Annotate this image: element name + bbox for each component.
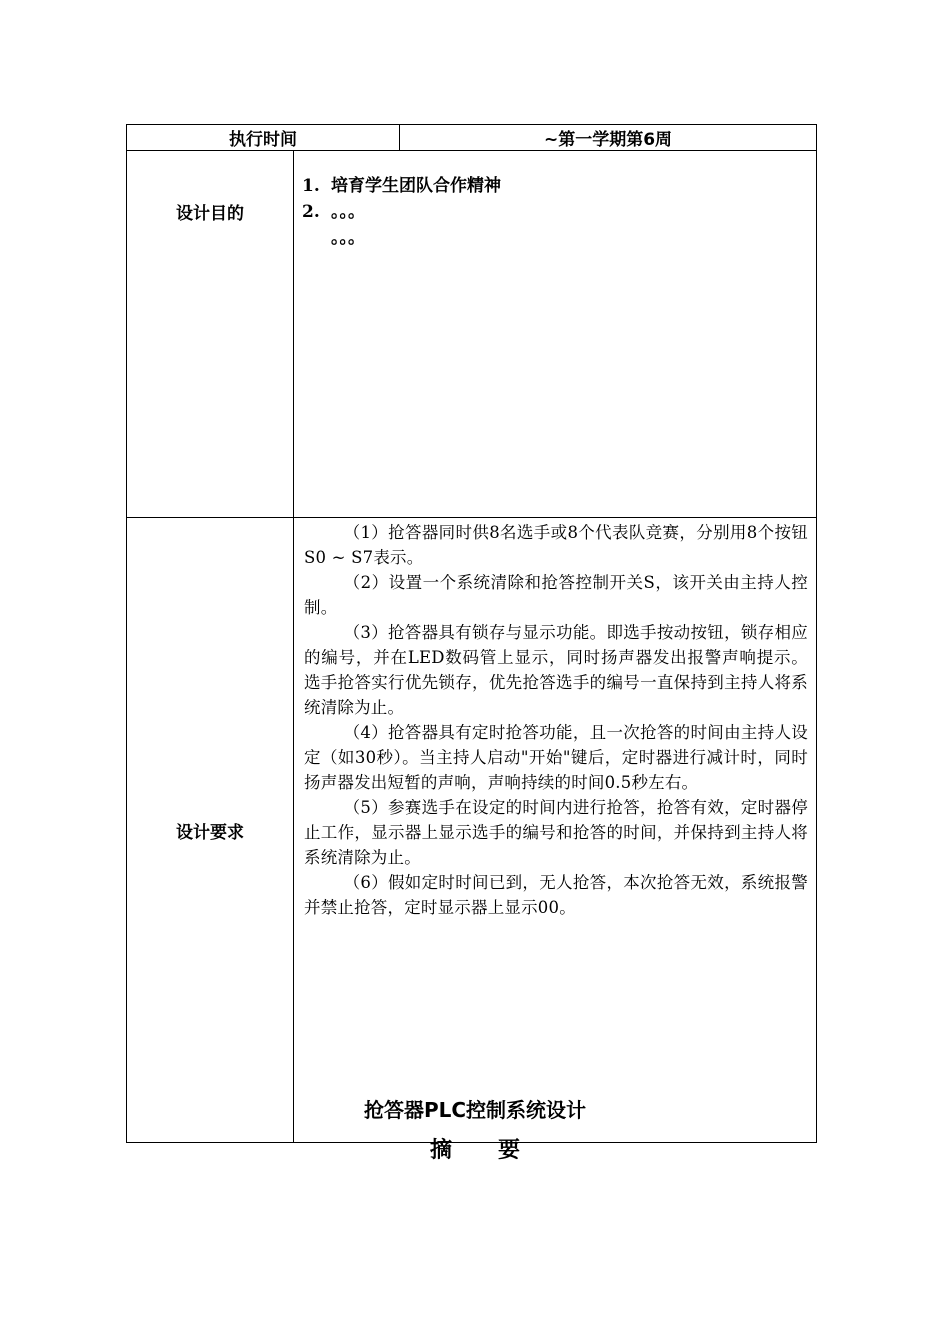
requirement-paragraph: （2）设置一个系统清除和抢答控制开关S，该开关由主持人控制。: [304, 573, 808, 617]
abstract-heading: 摘要: [429, 1138, 566, 1163]
requirement-paragraph: （4）抢答器具有定时抢答功能，且一次抢答的时间由主持人设定（如30秒）。当主持人启动"开始"键后，定时器进行减计时，同时扬声器发出短暂的声响，声响持续的时间0.5秒左右。: [304, 723, 808, 792]
purpose-item-number: 1.: [302, 176, 320, 196]
design-purpose-row: [127, 151, 817, 518]
purpose-item-text: 。。。: [331, 202, 365, 222]
purpose-continuation: 。。。: [331, 228, 365, 248]
requirement-paragraph: （3）抢答器具有锁存与显示功能。即选手按动按钮，锁存相应的编号，并在LED数码管上显示，同时扬声器发出报警声响提示。选手抢答实行优先锁存，优先抢答选手的编号一直保持到主持人将系统清除为止。: [304, 623, 808, 717]
execution-time-label: 执行时间: [127, 125, 400, 151]
purpose-item: [302, 173, 816, 199]
design-requirements-row: [127, 518, 817, 1143]
execution-time-row: [127, 125, 817, 151]
requirement-paragraph: （5）参赛选手在设定的时间内进行抢答，抢答有效，定时器停止工作，显示器上显示选手的编号和抢答的时间，并保持到主持人将系统清除为止。: [304, 798, 808, 867]
document-title: 抢答器PLC控制系统设计: [363, 1098, 587, 1122]
design-purpose-content: [294, 151, 817, 518]
purpose-item-number: 2.: [302, 202, 320, 222]
design-requirements-label: 设计要求: [127, 518, 294, 1143]
purpose-item: [302, 199, 816, 225]
purpose-item-text: 培育学生团队合作精神: [331, 176, 501, 196]
requirement-paragraph: （1）抢答器同时供8名选手或8个代表队竞赛，分别用8个按钮S0 ~ S7表示。: [304, 523, 808, 567]
design-task-table: [126, 124, 817, 1143]
requirement-paragraph: （6）假如定时时间已到，无人抢答，本次抢答无效，系统报警并禁止抢答，定时显示器上显示00。: [304, 873, 808, 917]
design-requirements-content: [294, 518, 817, 1143]
execution-time-value: ~第一学期第6周: [400, 125, 817, 151]
design-purpose-label: 设计目的: [127, 151, 294, 518]
